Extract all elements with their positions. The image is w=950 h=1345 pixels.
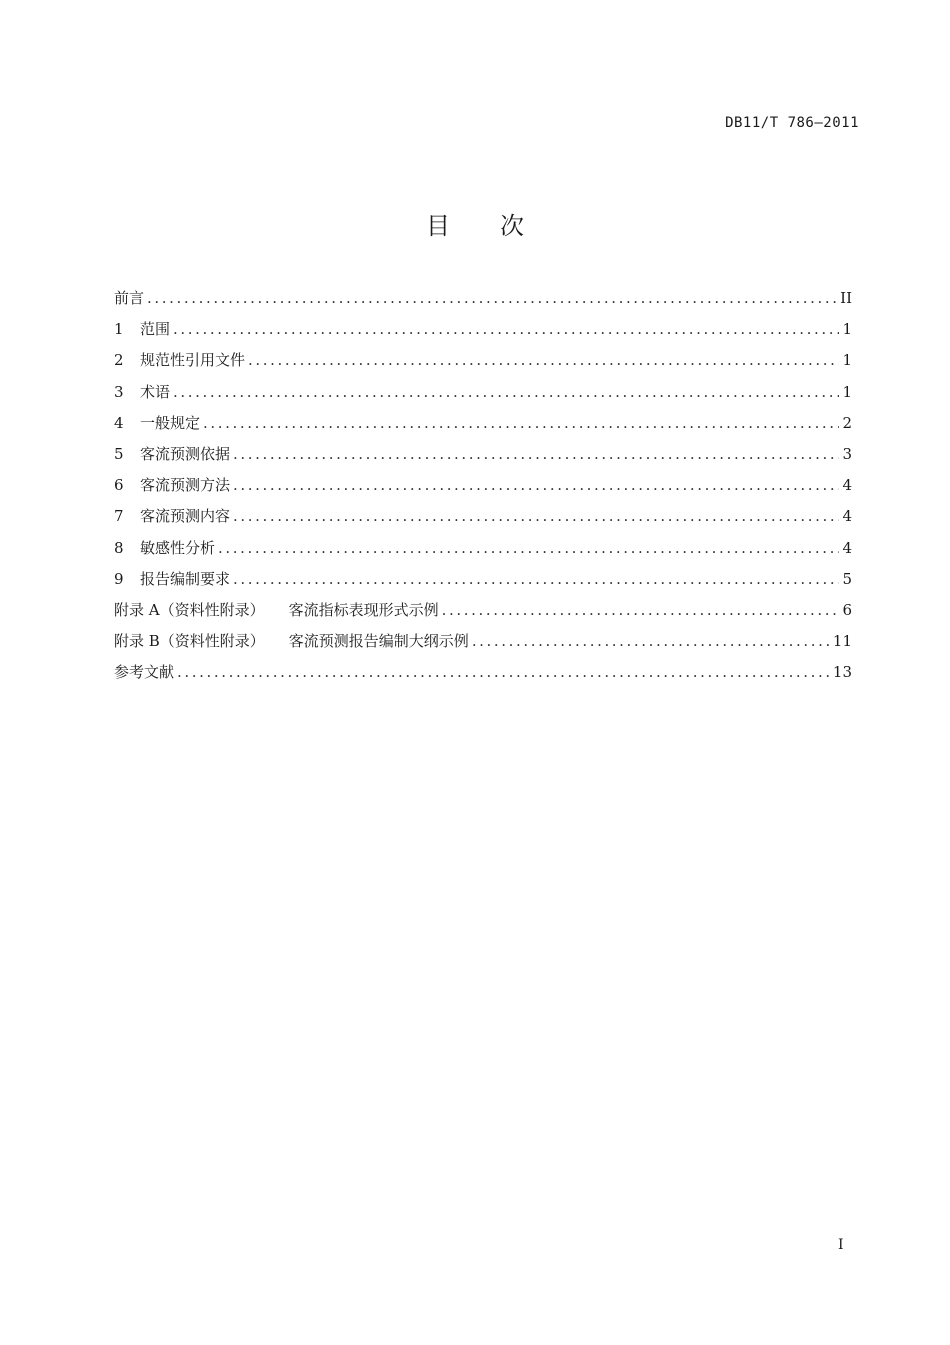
toc-entry-number: 1	[114, 320, 124, 339]
toc-entry-number: 7	[114, 507, 124, 526]
toc-entry-appendix-a[interactable]	[114, 598, 852, 629]
toc-leader-dots	[248, 348, 839, 372]
toc-entry-label: 术语	[140, 382, 171, 401]
toc-entry-forecast-method[interactable]	[114, 473, 852, 504]
toc-entry-label: 客流预测方法	[140, 476, 231, 495]
toc-entry-appendix-b[interactable]	[114, 629, 852, 660]
toc-entry-number: 9	[114, 569, 124, 588]
toc-entry-page: 11	[832, 632, 852, 651]
document-code: DB11/T 786—2011	[725, 115, 859, 131]
toc-entry-forecast-basis[interactable]	[114, 442, 852, 473]
toc-entry-label: 参考文献	[114, 663, 175, 682]
toc-entry-label: 附录 A（资料性附录）	[114, 600, 265, 619]
toc-entry-number: 2	[114, 351, 124, 370]
toc-entry-label: 规范性引用文件	[140, 351, 246, 370]
toc-leader-dots	[147, 286, 837, 310]
toc-entry-subtitle: 客流预测报告编制大纲示例	[288, 632, 469, 651]
toc-leader-dots	[472, 629, 830, 653]
toc-entry-number: 5	[114, 444, 124, 463]
toc-entry-label: 范围	[140, 320, 171, 339]
toc-leader-dots	[218, 536, 839, 560]
toc-leader-dots	[233, 473, 839, 497]
toc-entry-page: 13	[832, 663, 852, 682]
toc-entry-number: 4	[114, 413, 124, 432]
toc-entry-report-requirements[interactable]	[114, 567, 852, 598]
toc-entry-page: II	[840, 289, 852, 307]
toc-leader-dots	[442, 598, 839, 622]
toc-entry-label: 客流预测内容	[140, 507, 231, 526]
page-number: I	[838, 1237, 844, 1253]
toc-entry-foreword[interactable]	[114, 286, 852, 317]
toc-entry-normative-references[interactable]	[114, 348, 852, 379]
toc-entry-label: 附录 B（资料性附录）	[114, 632, 265, 651]
toc-entry-page: 5	[842, 569, 852, 588]
toc-entry-general-provisions[interactable]	[114, 411, 852, 442]
toc-leader-dots	[173, 317, 839, 341]
toc-entry-label: 报告编制要求	[140, 569, 231, 588]
toc-leader-dots	[233, 504, 839, 528]
toc-leader-dots	[173, 380, 839, 404]
toc-entry-sensitivity-analysis[interactable]	[114, 536, 852, 567]
page-title: 目次	[426, 212, 574, 240]
toc-entry-forecast-content[interactable]	[114, 504, 852, 535]
toc-entry-scope[interactable]	[114, 317, 852, 348]
toc-entry-terms[interactable]	[114, 380, 852, 411]
toc-entry-label: 敏感性分析	[140, 538, 216, 557]
toc-entry-label: 客流预测依据	[140, 444, 231, 463]
toc-leader-dots	[203, 411, 839, 435]
toc-entry-number: 6	[114, 476, 124, 495]
toc-entry-page: 2	[842, 413, 852, 432]
toc-entry-page: 4	[842, 507, 852, 526]
toc-entry-page: 1	[842, 351, 852, 370]
toc-entry-number: 8	[114, 538, 124, 557]
toc-leader-dots	[233, 442, 839, 466]
toc-list	[114, 286, 852, 691]
toc-entry-page: 3	[842, 444, 852, 463]
toc-entry-bibliography[interactable]	[114, 660, 852, 691]
toc-entry-page: 1	[842, 320, 852, 339]
toc-leader-dots	[177, 660, 830, 684]
toc-entry-page: 4	[842, 476, 852, 495]
toc-entry-page: 1	[842, 382, 852, 401]
toc-entry-page: 6	[842, 600, 852, 619]
toc-entry-label: 一般规定	[140, 413, 201, 432]
toc-entry-subtitle: 客流指标表现形式示例	[288, 600, 439, 619]
toc-leader-dots	[233, 567, 839, 591]
toc-entry-number: 3	[114, 382, 124, 401]
toc-entry-page: 4	[842, 538, 852, 557]
toc-entry-label: 前言	[114, 289, 145, 307]
